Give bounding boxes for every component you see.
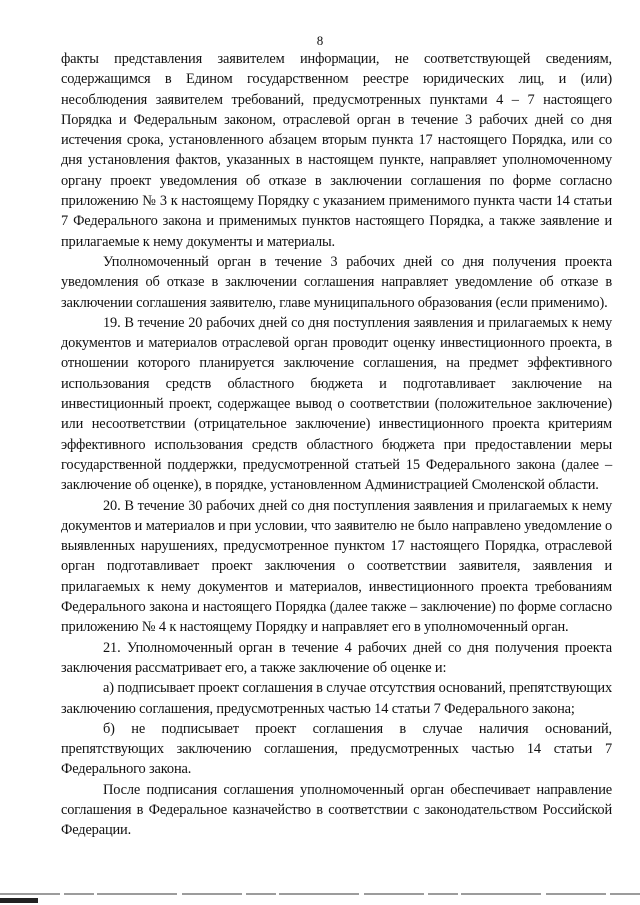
document-body [61,49,612,841]
paragraph: 20. В течение 30 рабочих дней со дня поступления заявления и прилагаемых к нему документов и материалов и при условии, что заявителю не было направлено уведомление о выявленных нарушениях, предусмотренное пунктом 17 настоящего Порядка, отраслевой орган подготавливает проект заключения о соответствии заявителя, заявления и прилагаемых к нему документов и материалов, инвестиционного проекта требованиям Федерального закона и настоящего Порядка (далее также – заключение) по форме согласно приложению № 4 к настоящему Порядку и направляет его в уполномоченный орган. [61,497,612,636]
paragraph: б) не подписывает проект соглашения в случае наличия оснований, препятствующих заключению соглашения, предусмотренных частью 14 статьи 7 Федерального закона. [61,720,612,778]
paragraph: После подписания соглашения уполномоченный орган обеспечивает направление соглашения в Федеральное казначейство в соответствии с законодательством Российской Федерации. [61,781,612,839]
paragraph: 21. Уполномоченный орган в течение 4 рабочих дней со дня получения проекта заключения рассматривает его, а также заключение об оценке и: [61,639,612,676]
paragraph: факты представления заявителем информации, не соответствующей сведениям, содержащимся в Едином государственном реестре юридических лиц, и (или) несоблюдения заявителем требований, предусмотренных пунктами 4 – 7 настоящего Порядка и Федеральным законом, отраслевой орган в течение 3 рабочих дней со дня истечения срока, установленного абзацем вторым пункта 17 настоящего Порядка, или со дня установления фактов, указанных в настоящем пункте, направляет уполномоченному органу проект уведомления об отказе в заключении соглашения по форме согласно приложению № 3 к настоящему Порядку с указанием применимого пункта части 14 статьи 7 Федерального закона и применимых пунктов настоящего Порядка, а также заявление и прилагаемые к нему документы и материалы. [61,51,612,250]
paragraph: 19. В течение 20 рабочих дней со дня поступления заявления и прилагаемых к нему документов и материалов отраслевой орган проводит оценку инвестиционного проекта, в отношении которого планируется заключение соглашения, на предмет эффективного использования средств областного бюджета и подготавливает заключение на инвестиционный проект, содержащее вывод о соответствии (положительное заключение) или несоответствии (отрицательное заключение) инвестиционного проекта критериям эффективного использования средств областного бюджета при предоставлении меры государственной поддержки, предусмотренной статьей 15 Федерального закона (далее – заключение об оценке), в порядке, установленном Администрацией Смоленской области. [61,314,612,494]
scan-edge-artifact [0,890,640,905]
paragraph: Уполномоченный орган в течение 3 рабочих дней со дня получения проекта уведомления об отказе в заключении соглашения направляет уведомление об отказе в заключении соглашения заявителю, главе муниципального образования (если применимо). [61,253,612,311]
paragraph: а) подписывает проект соглашения в случае отсутствия оснований, препятствующих заключению соглашения, предусмотренных частью 14 статьи 7 Федерального закона; [61,680,612,717]
page-number: 8 [316,33,324,48]
